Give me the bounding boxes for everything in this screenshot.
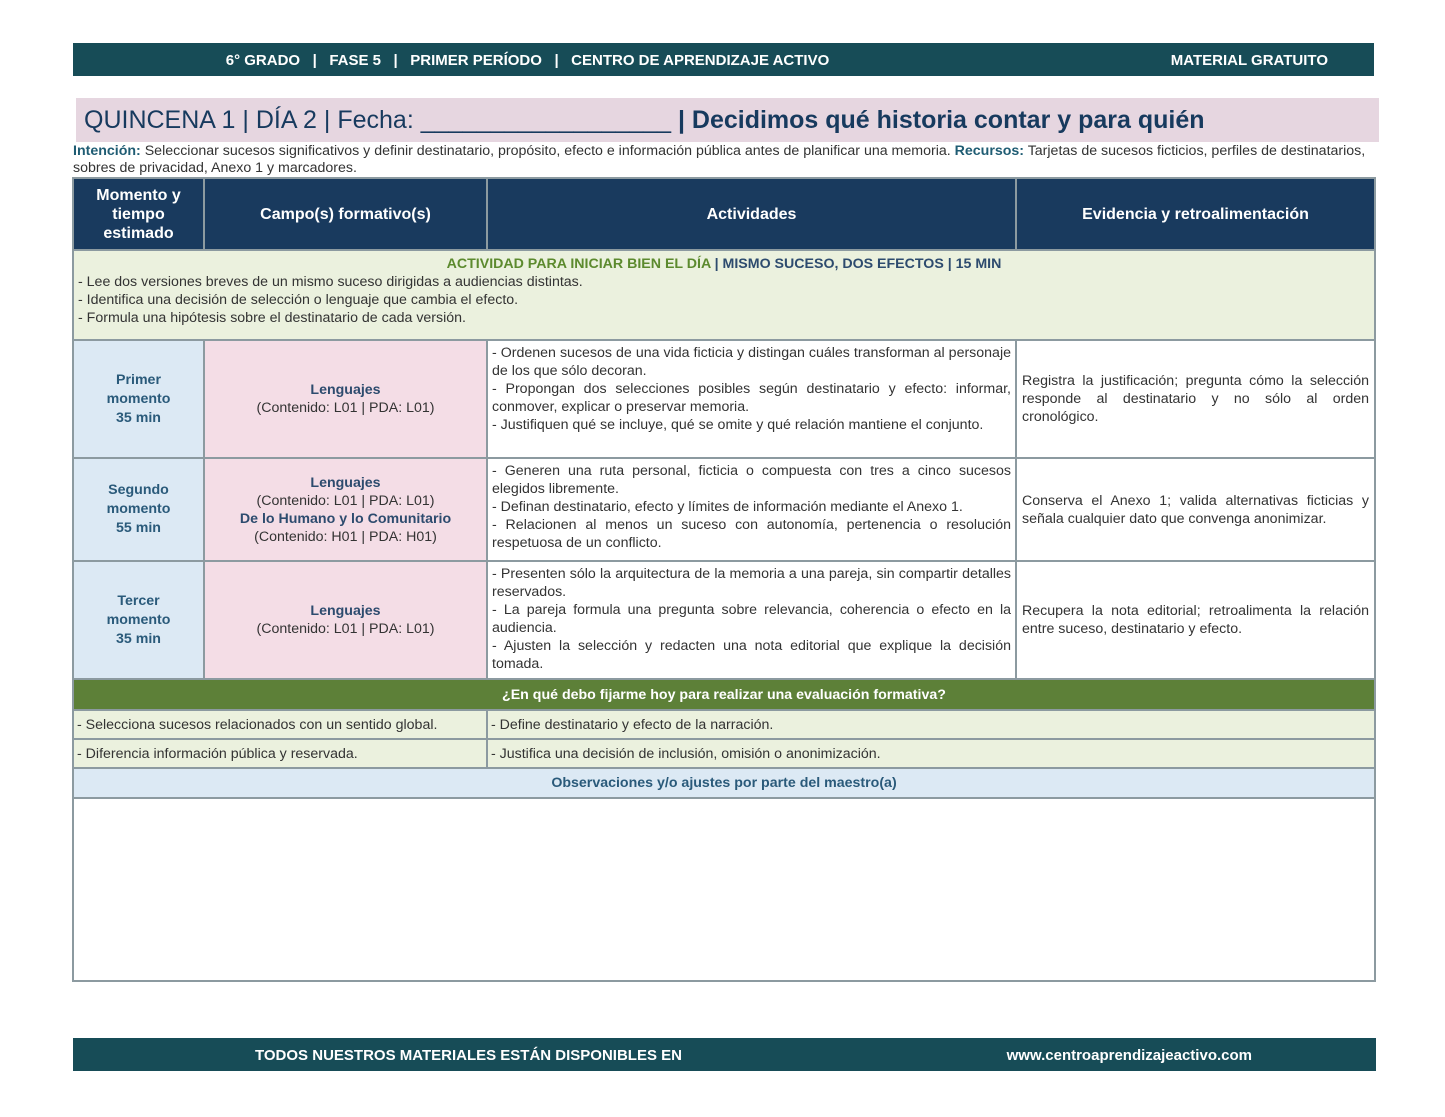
footer-label: TODOS NUESTROS MATERIALES ESTÁN DISPONIBLES EN: [255, 1047, 682, 1064]
intent-label: Intención:: [73, 143, 141, 159]
observations-header-row: [73, 768, 1375, 798]
separator: |: [393, 52, 398, 69]
moment-time: 55 min: [116, 520, 161, 536]
activity-item: - Propongan dos selecciones posibles según destinatario y efecto: informar, conmover, explicar o preservar memoria.: [492, 381, 1011, 415]
activity-item: - Ordenen sucesos de una vida ficticia y distingan cuáles transforman al personaje de los que sólo decoran.: [492, 345, 1011, 379]
header-evidencia: Evidencia y retroalimentación: [1016, 178, 1375, 250]
activities-cell: [487, 561, 1016, 679]
start-item: - Lee dos versiones breves de un mismo suceso dirigidas a audiencias distintas.: [78, 274, 583, 290]
observations-body-row: [73, 798, 1375, 981]
campo-name: Lenguajes: [310, 474, 381, 491]
campo-cell: [204, 561, 487, 679]
activities-cell: [487, 340, 1016, 458]
campo-cell: [204, 458, 487, 561]
start-activity-row: [73, 250, 1375, 340]
observations-title: Observaciones y/o ajustes por parte del maestro(a): [73, 768, 1375, 798]
moment-row-3: [73, 561, 1375, 679]
title-bar: [76, 98, 1379, 142]
top-banner: [73, 43, 1374, 76]
evaluation-row: [73, 710, 1375, 739]
separator: |: [554, 52, 559, 69]
campo-detail: (Contenido: L01 | PDA: L01): [256, 400, 435, 416]
center-label: CENTRO DE APRENDIZAJE ACTIVO: [571, 52, 830, 69]
header-moment: Momento y tiempo estimado: [73, 178, 204, 250]
evidence-cell: Conserva el Anexo 1; valida alternativas ficticias y señala cualquier dato que convenga anonimizar.: [1016, 458, 1375, 561]
campo-detail: (Contenido: H01 | PDA: H01): [254, 528, 437, 545]
start-item: - Formula una hipótesis sobre el destinatario de cada versión.: [78, 310, 467, 326]
moment-name: momento: [106, 611, 171, 628]
date-blank: __________________: [420, 106, 671, 134]
grade-label: 6° GRADO: [225, 52, 301, 69]
footer-link[interactable]: www.centroaprendizajeactivo.com: [1006, 1047, 1252, 1064]
start-activity-cell: [73, 250, 1375, 340]
activity-item: - Justifiquen qué se incluye, qué se omite y qué relación mantiene el conjunto.: [492, 417, 984, 433]
moment-time: 35 min: [116, 409, 161, 426]
observations-area[interactable]: [73, 798, 1375, 981]
footer-banner: [73, 1038, 1376, 1071]
evaluation-row: [73, 739, 1375, 768]
phase-label: FASE 5: [329, 52, 382, 69]
evaluation-title: ¿En qué debo fijarme hoy para realizar una evaluación formativa?: [73, 679, 1375, 710]
resources-label: Recursos:: [954, 143, 1025, 159]
moment-time: 35 min: [116, 630, 161, 647]
start-item: - Identifica una decisión de selección o lenguaje que cambia el efecto.: [78, 292, 519, 308]
intent-text: Seleccionar sucesos significativos y definir destinatario, propósito, efecto e información pública antes de planificar una memoria.: [140, 143, 955, 159]
activities-cell: [487, 458, 1016, 561]
moment-name: momento: [106, 501, 171, 517]
evaluation-item: - Selecciona sucesos relacionados con un sentido global.: [73, 710, 487, 739]
free-material-label: MATERIAL GRATUITO: [1170, 52, 1328, 69]
title-prefix: QUINCENA 1 | DÍA 2 | Fecha:: [84, 106, 421, 134]
intent-paragraph: [73, 143, 1373, 177]
evaluation-item: - Define destinatario y efecto de la narración.: [487, 710, 1375, 739]
campo-name: Lenguajes: [310, 603, 381, 619]
moment-cell: [73, 340, 204, 458]
moment-row-1: [73, 340, 1375, 458]
evidence-cell: Recupera la nota editorial; retroalimenta la relación entre suceso, destinatario y efecto.: [1016, 561, 1375, 679]
start-activity-title: | MISMO SUCESO, DOS EFECTOS | 15 MIN: [710, 256, 1002, 272]
moment-name: Primer: [116, 371, 161, 388]
page-title: [84, 106, 1205, 135]
lesson-plan-table: [72, 177, 1376, 982]
start-activity-label: ACTIVIDAD PARA INICIAR BIEN EL DÍA: [446, 256, 711, 272]
moment-cell: [73, 458, 204, 561]
resources-text: Tarjetas de sucesos ficticios, perfiles de destinatarios, sobres de privacidad, Anexo 1 y marcadores.: [73, 143, 1366, 176]
activity-item: - Generen una ruta personal, ficticia o compuesta con tres a cinco sucesos elegidos libremente.: [492, 463, 1011, 497]
campo-cell: [204, 340, 487, 458]
header-campo: Campo(s) formativo(s): [204, 178, 487, 250]
separator: |: [312, 52, 317, 69]
activity-item: - Presenten sólo la arquitectura de la memoria a una pareja, sin compartir detalles reservados.: [492, 566, 1011, 600]
moment-name: Segundo: [108, 482, 169, 498]
activity-item: - Definan destinatario, efecto y límites de información mediante el Anexo 1.: [492, 499, 963, 515]
evaluation-header-row: [73, 679, 1375, 710]
moment-name: Tercer: [117, 592, 160, 609]
start-activity-heading: [78, 255, 1370, 273]
activity-item: - La pareja formula una pregunta sobre relevancia, coherencia o efecto en la audiencia.: [492, 602, 1011, 636]
activity-item: - Ajusten la selección y redacten una nota editorial que explique la decisión tomada.: [492, 638, 1011, 672]
campo-name: De lo Humano y lo Comunitario: [239, 510, 452, 527]
campo-detail: (Contenido: L01 | PDA: L01): [256, 621, 435, 637]
moment-cell: [73, 561, 204, 679]
period-label: PRIMER PERÍODO: [410, 52, 542, 69]
moment-row-2: [73, 458, 1375, 561]
top-banner-segments: [73, 52, 982, 69]
evaluation-item: - Justifica una decisión de inclusión, omisión o anonimización.: [487, 739, 1375, 768]
evidence-cell: Registra la justificación; pregunta cómo la selección responde al destinatario y no sólo al orden cronológico.: [1016, 340, 1375, 458]
evaluation-item: - Diferencia información pública y reservada.: [73, 739, 487, 768]
campo-name: Lenguajes: [310, 382, 381, 398]
table-header-row: [73, 178, 1375, 250]
moment-name: momento: [106, 390, 171, 407]
title-topic: | Decidimos qué historia contar y para quién: [671, 106, 1205, 134]
header-actividades: Actividades: [487, 178, 1016, 250]
campo-detail: (Contenido: L01 | PDA: L01): [256, 492, 435, 509]
activity-item: - Relacionen al menos un suceso con autonomía, pertenencia o resolución respetuosa de un conflicto.: [492, 517, 1011, 551]
